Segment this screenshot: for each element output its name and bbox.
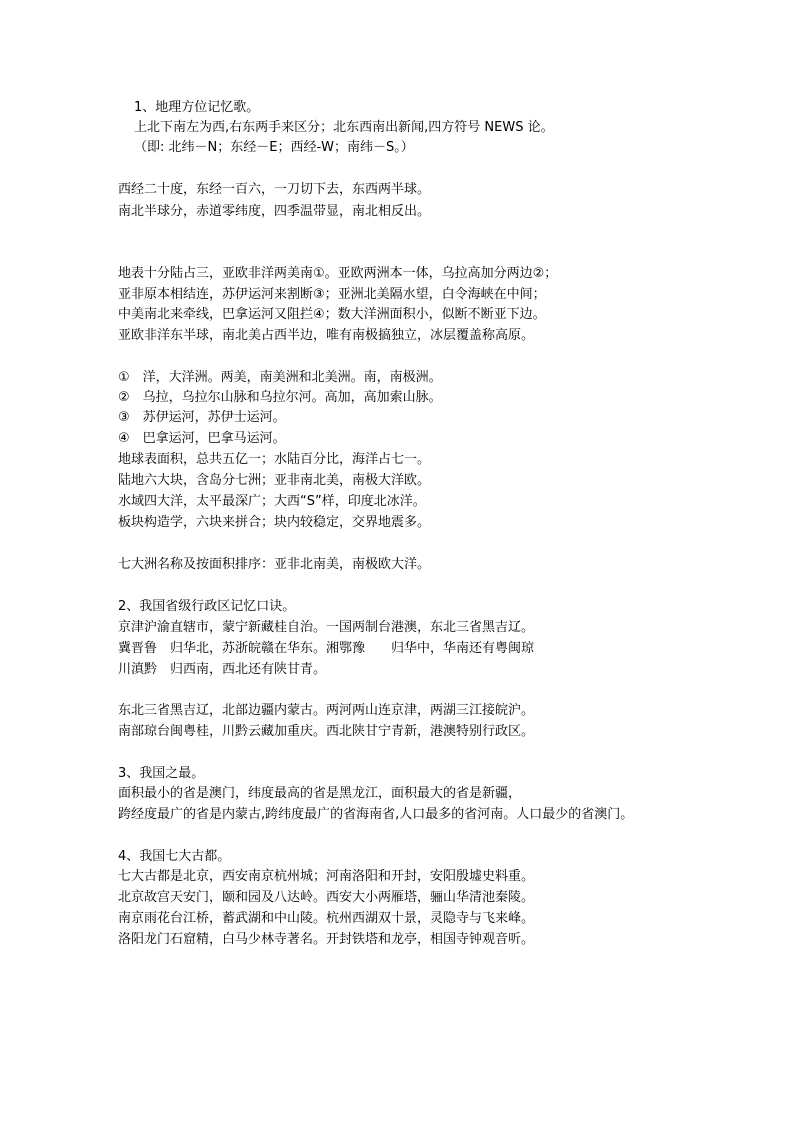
text-line: 陆地六大块，含岛分七洲；亚非南北美，南极大洋欧。 [118,473,431,488]
section-4-heading: 4、我国七大古都。 [118,849,231,864]
text-line: 北京故宫天安门，颐和园及八达岭。西安大小两雁塔，骊山华清池秦陵。 [118,890,535,905]
text-line: 板块构造学，六块来拼合；块内较稳定，交界地震多。 [118,515,431,530]
footnote-line: ② 乌拉，乌拉尔山脉和乌拉尔河。高加，高加索山脉。 [118,390,442,405]
text-line: 地球表面积，总共五亿一；水陆百分比，海洋占七一。 [118,452,431,467]
text-line: 面积最小的省是澳门，纬度最高的省是黑龙江，面积最大的省是新疆， [118,786,522,801]
footnote-line: ① 洋，大洋洲。两美，南美洲和北美洲。南，南极洲。 [118,370,442,385]
text-line: 亚非原本相结连，苏伊运河来割断③；亚洲北美隔水望，白令海峡在中间； [118,287,546,302]
text-line: 地表十分陆占三，亚欧非洋两美南①。亚欧两洲本一体，乌拉高加分两边②； [118,266,558,281]
text-line: 京津沪渝直辖市，蒙宁新藏桂自治。一国两制台港澳，东北三省黑吉辽。 [118,620,535,635]
text-line: 西经二十度，东经一百六，一刀切下去，东西两半球。 [118,182,431,197]
text-line: 南京雨花台江桥，蓄武湖和中山陵。杭州西湖双十景，灵隐寺与飞来峰。 [118,911,535,926]
text-line: 东北三省黑吉辽，北部边疆内蒙古。两河两山连京津，两湖三江接皖沪。 [118,703,535,718]
section-1-heading: 1、地理方位记忆歌。 [134,100,260,115]
text-line: 川滇黔 归西南，西北还有陕甘青。 [118,662,327,677]
text-line: 跨经度最广的省是内蒙古,跨纬度最广的省海南省,人口最多的省河南。人口最少的省澳门。 [118,807,634,822]
text-line: （即: 北纬－N；东经－E；西经-W；南纬－S。） [134,140,414,155]
text-line: 七大洲名称及按面积排序：亚非北南美，南极欧大洋。 [118,557,431,572]
section-3-heading: 3、我国之最。 [118,766,205,781]
text-line: 水域四大洋，太平最深广；大西“S”样，印度北冰洋。 [118,494,426,509]
footnote-line: ③ 苏伊运河，苏伊士运河。 [118,410,286,425]
footnote-line: ④ 巴拿运河，巴拿马运河。 [118,431,286,446]
text-line: 七大古都是北京，西安南京杭州城；河南洛阳和开封，安阳殷墟史料重。 [118,869,535,884]
text-line: 中美南北来牵线，巴拿运河又阻拦④；数大洋洲面积小，似断不断亚下边。 [118,307,546,322]
text-line: 冀晋鲁 归华北，苏浙皖赣在华东。湘鄂豫 归华中，华南还有粤闽琼 [118,641,535,656]
text-line: 南部琼台闽粤桂，川黔云藏加重庆。西北陕甘宁青新，港澳特别行政区。 [118,724,535,739]
text-line: 亚欧非洋东半球，南北美占西半边，唯有南极搞独立，冰层覆盖称高原。 [118,328,535,343]
text-line: 洛阳龙门石窟精，白马少林寺著名。开封铁塔和龙亭，相国寺钟观音听。 [118,932,535,947]
text-line: 上北下南左为西,右东两手来区分；北东西南出新闻,四方符号 NEWS 论。 [134,120,554,135]
text-line: 南北半球分，赤道零纬度，四季温带显，南北相反出。 [118,204,431,219]
section-2-heading: 2、我国省级行政区记忆口诀。 [118,599,296,614]
